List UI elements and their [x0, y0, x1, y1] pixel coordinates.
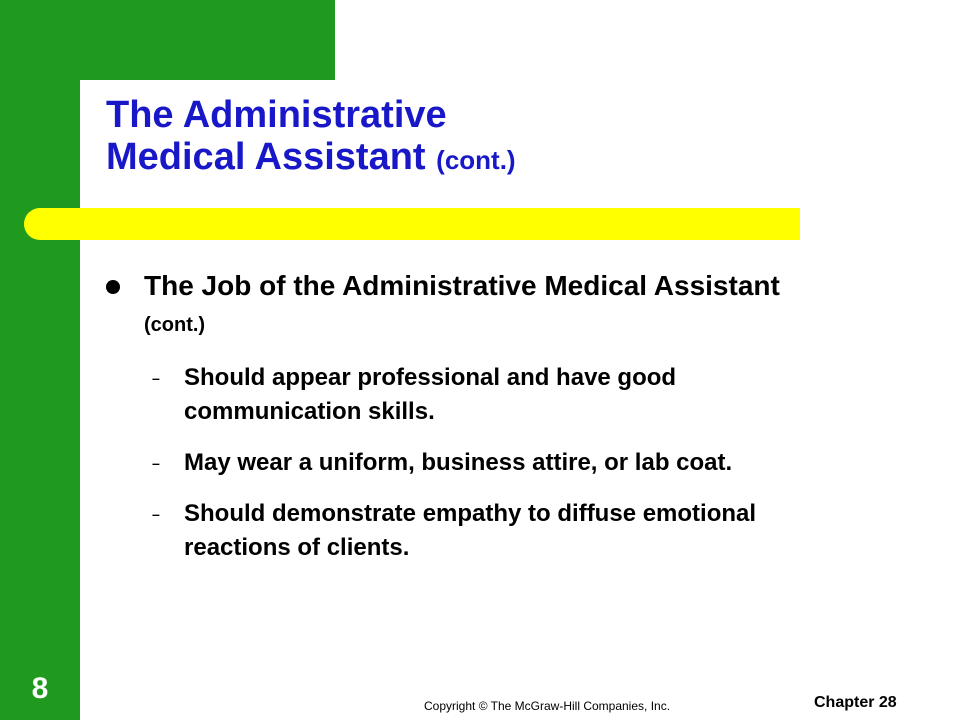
sub-bullet-item: [144, 446, 820, 480]
title-line-2: Medical Assistant: [106, 136, 426, 178]
sub-bullet-item: [144, 497, 820, 565]
slide-page-number: 8: [31, 672, 49, 705]
main-bullet-text: The Job of the Administrative Medical Assistant: [144, 270, 780, 301]
dash-icon: –: [152, 370, 160, 386]
dash-icon: –: [152, 455, 160, 471]
bullet-dot-icon: [106, 280, 120, 294]
title-line-1: The Administrative: [106, 94, 447, 136]
sub-bullet-text: Should appear professional and have good communication skills.: [184, 364, 677, 425]
dash-icon: –: [152, 506, 160, 522]
sub-bullet-item: [144, 361, 820, 429]
slide-content: [100, 268, 820, 582]
sub-bullet-list: [100, 361, 820, 565]
left-green-band: [0, 0, 80, 720]
main-bullet-cont-label: (cont.): [144, 314, 206, 336]
copyright-notice: Copyright © The McGraw-Hill Companies, Inc.: [424, 699, 671, 713]
top-green-band: [80, 0, 335, 80]
title-cont-label: (cont.): [436, 145, 516, 175]
yellow-divider-bar: [60, 208, 800, 240]
sub-bullet-text: May wear a uniform, business attire, or lab coat.: [184, 449, 733, 476]
slide-title: [106, 94, 806, 181]
chapter-label: Chapter 28: [814, 694, 897, 711]
sub-bullet-text: Should demonstrate empathy to diffuse emotional reactions of clients.: [184, 500, 757, 561]
main-bullet: [100, 268, 820, 343]
